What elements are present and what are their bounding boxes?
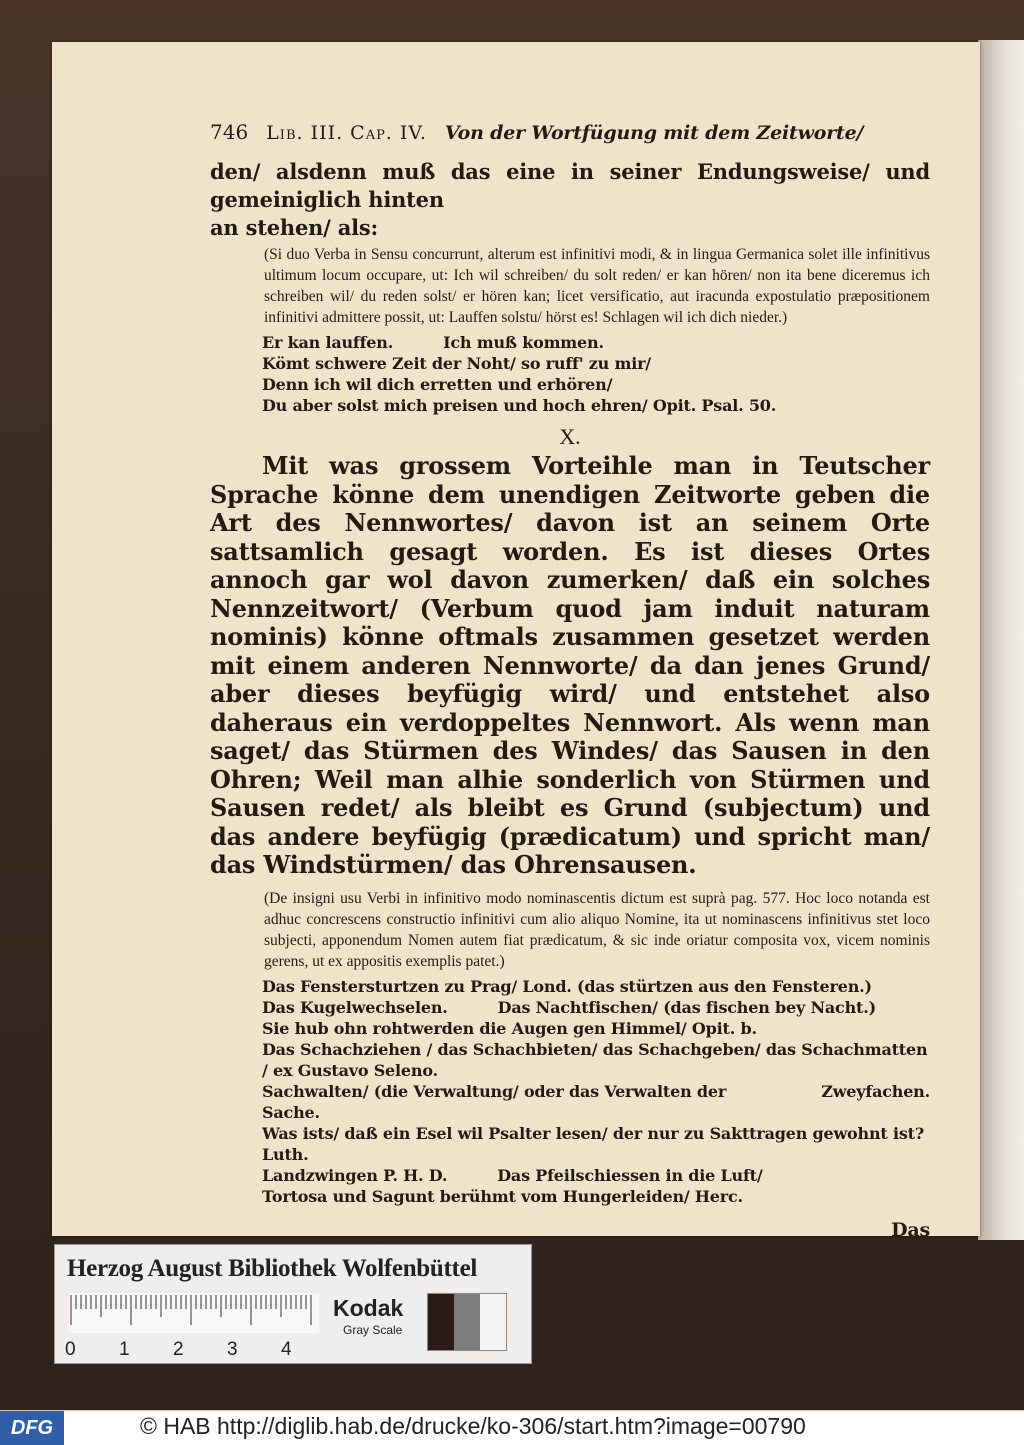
section-number: X. [559,424,581,449]
example-row [262,1165,930,1186]
footer-bar [0,1410,1024,1445]
example-row [262,997,930,1018]
swatch-dark [428,1294,454,1350]
example-text: Das Pfeilschiessen in die Luft/ [497,1165,763,1185]
example-text: Ich muß kommen. [443,333,604,352]
ruler-number: 0 [65,1339,76,1360]
ruler-number: 4 [281,1339,292,1360]
page-number: 746 [210,120,249,144]
running-title: Von der Wortfügung mit dem Zeitworte/ [444,122,864,144]
gray-scale-label: Gray Scale [343,1323,403,1337]
book-page [52,42,980,1241]
library-name: Herzog August Bibliothek Wolfenbüttel [67,1255,478,1282]
example-text: Er kan lauffen. [262,333,394,352]
latin-note-2: (De insigni usu Verbi in infinitivo modo nominascentis dictum est suprà pag. 577. Hoc loco notanda est adhuc concrescens constructio infinitivi cum alio aliquo Nomine, ita ut nominascens infinitivus stet loco subjecti, apponendum Nomen autem fiat prædicatum, & sic inde oriatur composita vox, vicem nominis gerens, ut ex appositis exemplis patet.) [264,889,930,970]
example-text: Zweyfachen. [821,1081,930,1101]
example-text: Sachwalten/ (die Verwaltung/ oder das Verwalten der Sache. [262,1081,727,1122]
swatch-light [480,1294,506,1350]
example-text: Das Kugelwechselen. [262,997,448,1017]
page-header [210,120,930,144]
intro-line-2: an stehen/ als: [210,215,379,240]
chapter-reference: Lib. III. Cap. IV. [266,122,427,144]
dfg-logo: DFG [0,1411,64,1445]
example-line: Du aber solst mich preisen und hoch ehren/ Opit. Psal. 50. [262,396,777,415]
latin-note-1: (Si duo Verba in Sensu concurrunt, alterum est infinitivi modi, & in lingua Germanica solet ille infinitivus ultimum locum occupare, ut: Ich wil schreiben/ du solt reden/ er kan hören/ non ita bene diceremus ich schreiben wil/ du reden solst/ er hören kan; licet versificatio, aut iracunda expostulatio præpositionem infinitivi admittere possit, ut: Lauffen solstu/ hörst es! Schlagen wil ich dich nieder.) [264,246,930,326]
example-line: Tortosa und Sagunt berühmt vom Hungerleiden/ Herc. [262,1186,743,1206]
ruler-number: 2 [173,1339,184,1360]
example-line: Kömt schwere Zeit der Noht/ so ruff' zu mir/ [262,354,651,373]
ruler-number: 3 [227,1339,238,1360]
ruler-scale [69,1293,319,1333]
example-line: Was ists/ daß ein Esel wil Psalter lesen/ der nur zu Sakttragen gewohnt ist? Luth. [262,1123,925,1164]
catchword: Das [891,1218,930,1241]
intro-line-1: den/ alsdenn muß das eine in seiner Endungsweise/ und gemeiniglich hinten [210,159,930,212]
example-row-1 [262,332,930,353]
main-paragraph: Mit was grossem Vorteihle man in Teutscher Sprache könne dem unendigen Zeitworte geben die Art des Nennwortes/ davon ist an seinem Orte sattsamlich gesagt worden. Es ist dieses Ortes annoch gar wol davon zumerken/ daß ein solches Nennzeitwort/ (Verbum quod jam induit naturam nominis) könne oftmals zusammen gesetzet werden mit einem anderen Nennworte/ da dan jenes Grund/ aber dieses beyfügig wird/ und entstehet also daheraus ein verdoppeltes Nennwort. Als wenn man saget/ das Stürmen des Windes/ das Sausen in den Ohren; Weil man alhie sonderlich von Stürmen und Sausen redet/ als bleibt es Grund (subjectum) und das andere beyfügig (prædicatum) und spricht man/ das Windstürmen/ das Ohrensausen. [210,451,930,879]
example-row [262,1081,930,1123]
example-line: Das Schachziehen / das Schachbieten/ das Schachgeben/ das Schachmatten / ex Gustavo Seleno. [262,1039,928,1080]
library-color-card [54,1244,532,1364]
example-line: Das Fenstersturtzen zu Prag/ Lond. (das stürtzen aus den Fensteren.) [262,976,872,996]
kodak-logo: Kodak [333,1295,404,1321]
copyright-link[interactable]: © HAB http://diglib.hab.de/drucke/ko-306/start.htm?image=00790 [140,1413,806,1439]
ruler-numbers [65,1339,335,1361]
page-text [210,120,930,1241]
ruler-number: 1 [119,1339,130,1360]
example-line: Denn ich wil dich erretten und erhören/ [262,375,613,394]
example-text: Das Nachtfischen/ (das fischen bey Nacht.) [497,997,876,1017]
example-text: Landzwingen P. H. D. [262,1165,448,1185]
example-line: Sie hub ohn rohtwerden die Augen gen Himmel/ Opit. b. [262,1018,757,1038]
gray-swatches [427,1293,507,1351]
adjacent-page-edge [978,40,1024,1240]
swatch-mid [454,1294,480,1350]
